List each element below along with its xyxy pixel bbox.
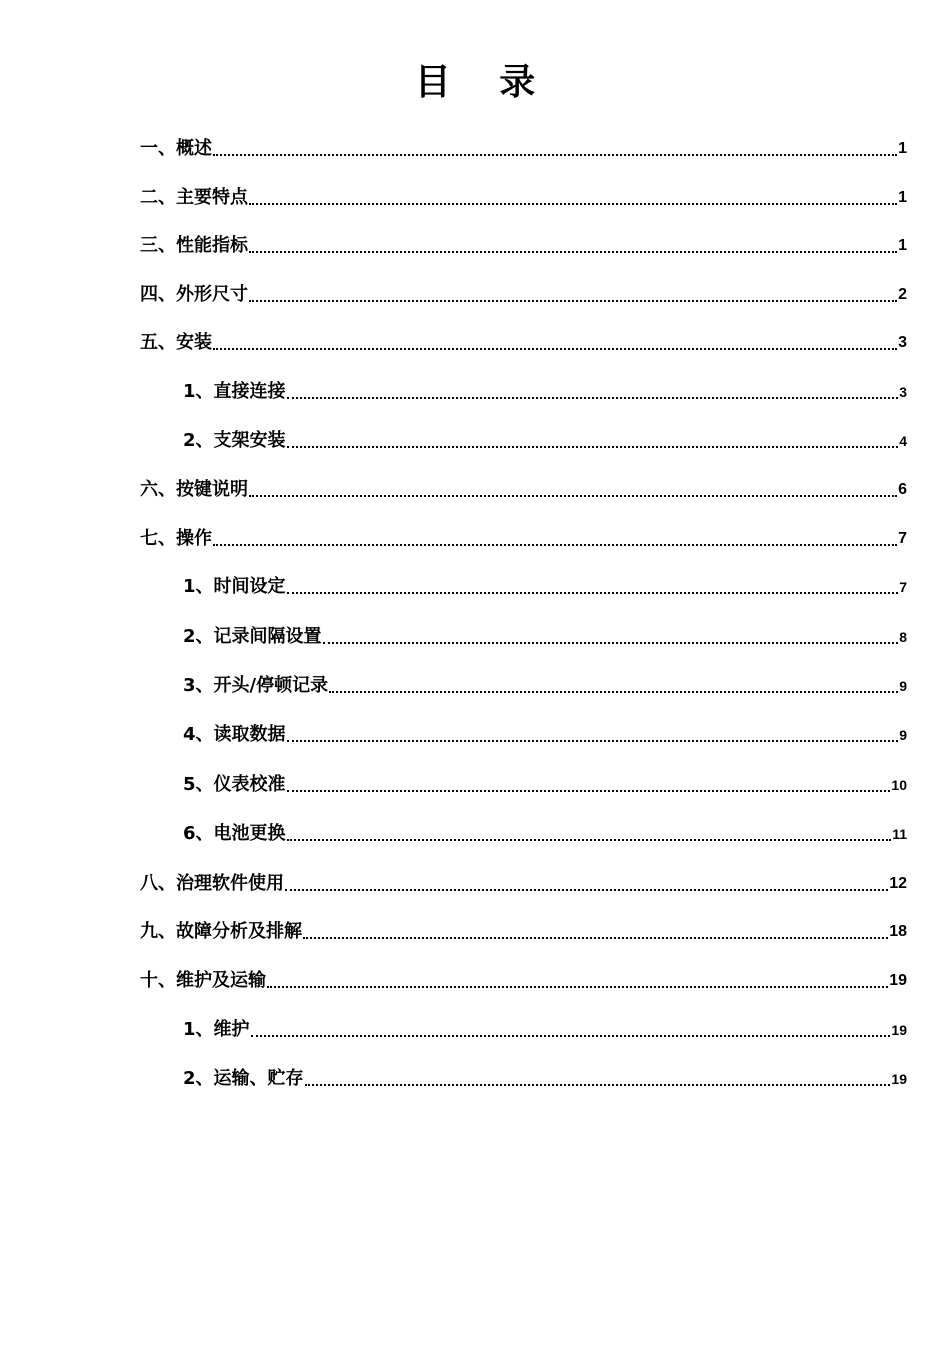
toc-entry-label: 八、治理软件使用	[140, 873, 284, 894]
toc-entry-main-features[interactable]	[140, 185, 907, 211]
dot-leader	[249, 495, 897, 497]
toc-entry-page: 10	[891, 777, 907, 793]
toc-entry-label: 一、概述	[140, 138, 212, 159]
dot-leader	[287, 397, 899, 399]
dot-leader	[267, 986, 888, 988]
toc-entry-page: 3	[899, 384, 907, 400]
toc-entry-label: 2、支架安装	[183, 430, 286, 451]
toc-entry-page: 6	[898, 481, 907, 498]
toc-entry-software[interactable]	[140, 871, 907, 897]
toc-entry-page: 19	[889, 972, 907, 989]
dot-leader	[287, 446, 899, 448]
toc-entry-direct-connection[interactable]	[183, 379, 907, 405]
toc-entry-page: 11	[892, 826, 907, 842]
dot-leader	[213, 544, 897, 546]
toc-entry-label: 九、故障分析及排解	[140, 921, 302, 942]
toc-entry-maintenance[interactable]	[183, 1017, 907, 1043]
toc-entry-page: 7	[899, 579, 907, 595]
dot-leader	[251, 1035, 891, 1037]
toc-entry-page: 12	[889, 875, 907, 892]
toc-entry-label: 七、操作	[140, 528, 212, 549]
toc-entry-page: 7	[898, 530, 907, 547]
toc-entry-transport-storage[interactable]	[183, 1066, 907, 1092]
toc-entry-page: 8	[899, 629, 907, 645]
dot-leader	[303, 937, 888, 939]
page-title: 目 录	[414, 62, 554, 103]
toc-entry-calibration[interactable]	[183, 772, 907, 798]
toc-entry-buttons[interactable]	[140, 477, 907, 503]
toc-entry-read-data[interactable]	[183, 722, 907, 748]
dot-leader	[287, 592, 899, 594]
dot-leader	[213, 154, 897, 156]
toc-entry-page: 19	[891, 1022, 907, 1038]
toc-entry-installation[interactable]	[140, 330, 907, 356]
toc-entry-page: 9	[899, 678, 907, 694]
toc-entry-label: 六、按键说明	[140, 479, 248, 500]
dot-leader	[287, 839, 892, 841]
dot-leader	[287, 740, 899, 742]
toc-entry-page: 3	[898, 334, 907, 351]
toc-entry-label: 四、外形尺寸	[140, 284, 248, 305]
toc-entry-page: 18	[889, 923, 907, 940]
toc-entry-page: 19	[891, 1071, 907, 1087]
toc-entry-performance[interactable]	[140, 233, 907, 259]
toc-entry-label: 十、维护及运输	[140, 970, 266, 991]
dot-leader	[287, 790, 891, 792]
toc-entry-bracket-mount[interactable]	[183, 428, 907, 454]
toc-entry-label: 五、安装	[140, 332, 212, 353]
dot-leader	[329, 691, 898, 693]
toc-entry-dimensions[interactable]	[140, 282, 907, 308]
toc-entry-maintenance-transport[interactable]	[140, 968, 907, 994]
dot-leader	[305, 1084, 891, 1086]
toc-entry-start-stop-record[interactable]	[183, 673, 907, 699]
toc-entry-overview[interactable]	[140, 136, 907, 162]
toc-entry-label: 1、维护	[183, 1019, 250, 1040]
toc-entry-page: 1	[898, 237, 907, 254]
dot-leader	[323, 642, 899, 644]
toc-entry-time-setting[interactable]	[183, 574, 907, 600]
toc-entry-label: 1、时间设定	[183, 576, 286, 597]
toc-entry-page: 1	[898, 189, 907, 206]
toc-entry-label: 5、仪表校准	[183, 774, 286, 795]
toc-entry-label: 三、性能指标	[140, 235, 248, 256]
toc-entry-label: 3、开头/停顿记录	[183, 675, 329, 696]
toc-entry-troubleshooting[interactable]	[140, 919, 907, 945]
toc-entry-label: 4、读取数据	[183, 724, 286, 745]
toc-entry-label: 二、主要特点	[140, 187, 248, 208]
dot-leader	[213, 348, 897, 350]
toc-entry-operation[interactable]	[140, 526, 907, 552]
toc-entry-label: 2、记录间隔设置	[183, 626, 322, 647]
dot-leader	[249, 251, 897, 253]
dot-leader	[249, 300, 897, 302]
toc-entry-label: 2、运输、贮存	[183, 1068, 304, 1089]
dot-leader	[249, 203, 897, 205]
toc-entry-battery-replacement[interactable]	[183, 821, 907, 847]
toc-entry-record-interval[interactable]	[183, 624, 907, 650]
toc-entry-page: 1	[898, 140, 907, 157]
toc-entry-label: 1、直接连接	[183, 381, 286, 402]
toc-entry-page: 2	[898, 286, 907, 303]
toc-entry-label: 6、电池更换	[183, 823, 286, 844]
toc-entry-page: 9	[899, 727, 907, 743]
toc-entry-page: 4	[899, 433, 907, 449]
dot-leader	[285, 889, 888, 891]
